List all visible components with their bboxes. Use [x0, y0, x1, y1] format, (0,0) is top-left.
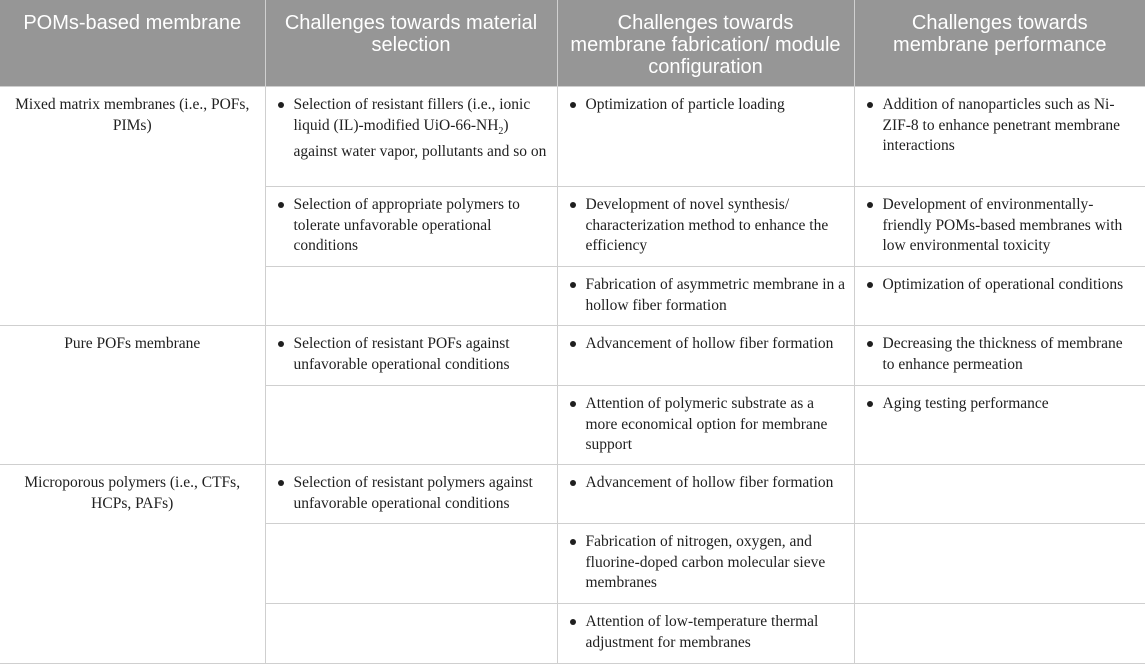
- bullet-item: [568, 473, 846, 494]
- bullet-icon: [867, 401, 873, 407]
- bullet-icon: [570, 619, 576, 625]
- bullet-item: [276, 334, 549, 375]
- bullet-item: [568, 95, 846, 116]
- bullet-icon: [570, 539, 576, 545]
- fabrication-cell: [557, 465, 854, 524]
- performance-cell: [854, 326, 1145, 386]
- bullet-item: [276, 473, 549, 514]
- bullet-icon: [570, 480, 576, 486]
- performance-text: Decreasing the thickness of membrane to enhance permeation: [882, 335, 1123, 373]
- header-poms-membrane: POMs-based membrane: [0, 0, 265, 87]
- performance-cell-empty: [854, 524, 1145, 604]
- fabrication-text: Advancement of hollow fiber formation: [585, 335, 834, 352]
- performance-cell-empty: [854, 604, 1145, 664]
- fabrication-cell: [557, 386, 854, 465]
- bullet-icon: [570, 202, 576, 208]
- bullet-icon: [570, 282, 576, 288]
- group-pure-pofs: Pure POFs membrane: [0, 326, 265, 465]
- material-cell-empty: [265, 604, 557, 664]
- header-performance: Challenges towards membrane performance: [854, 0, 1145, 87]
- fabrication-text: Fabrication of asymmetric membrane in a hollow fiber formation: [585, 276, 846, 314]
- performance-text: Development of environmentally-friendly POMs-based membranes with low environmental toxicity: [882, 196, 1123, 254]
- fabrication-text: Optimization of particle loading: [585, 96, 785, 113]
- bullet-item: [568, 275, 846, 316]
- bullet-icon: [278, 102, 284, 108]
- performance-text: Aging testing performance: [882, 395, 1049, 412]
- bullet-item: [276, 195, 549, 257]
- bullet-item: [865, 394, 1138, 415]
- fabrication-cell: [557, 87, 854, 187]
- material-cell: [265, 87, 557, 187]
- bullet-item: [865, 334, 1138, 375]
- fabrication-cell: [557, 604, 854, 664]
- bullet-icon: [278, 341, 284, 347]
- fabrication-text: Development of novel synthesis/ characterization method to enhance the efficiency: [585, 196, 829, 254]
- performance-cell: [854, 267, 1145, 326]
- bullet-icon: [570, 102, 576, 108]
- table-row: [0, 465, 1145, 524]
- bullet-item: [865, 195, 1138, 257]
- material-text: Selection of appropriate polymers to tolerate unfavorable operational conditions: [293, 196, 520, 254]
- bullet-item: [568, 612, 846, 653]
- bullet-item: [276, 95, 549, 163]
- performance-cell: [854, 386, 1145, 465]
- fabrication-cell: [557, 267, 854, 326]
- bullet-icon: [867, 341, 873, 347]
- fabrication-cell: [557, 187, 854, 267]
- performance-text: Optimization of operational conditions: [882, 276, 1124, 293]
- material-cell-empty: [265, 267, 557, 326]
- header-row: [0, 0, 1145, 87]
- bullet-icon: [867, 102, 873, 108]
- fabrication-text: Attention of low-temperature thermal adjustment for membranes: [585, 613, 819, 651]
- material-text: Selection of resistant polymers against unfavorable operational conditions: [293, 474, 533, 512]
- material-cell: [265, 187, 557, 267]
- table-row: [0, 326, 1145, 386]
- bullet-icon: [867, 202, 873, 208]
- group-microporous-polymers: Microporous polymers (i.e., CTFs, HCPs, PAFs): [0, 465, 265, 664]
- material-cell: [265, 326, 557, 386]
- bullet-icon: [570, 341, 576, 347]
- bullet-item: [568, 394, 846, 456]
- fabrication-cell: [557, 524, 854, 604]
- material-cell-empty: [265, 386, 557, 465]
- performance-cell-empty: [854, 465, 1145, 524]
- table-row: [0, 87, 1145, 187]
- performance-text: Addition of nanoparticles such as Ni-ZIF-8 to enhance penetrant membrane interactions: [882, 96, 1121, 154]
- performance-cell: [854, 87, 1145, 187]
- material-text: Selection of resistant fillers (i.e., ionic liquid (IL)-modified UiO-$66-NH_2$) against water vapor, pollutants and so on: [293, 96, 547, 161]
- header-material-selection: Challenges towards material selection: [265, 0, 557, 87]
- bullet-item: [568, 195, 846, 257]
- bullet-item: [568, 532, 846, 594]
- group-mixed-matrix: Mixed matrix membranes (i.e., POFs, PIMs): [0, 87, 265, 326]
- bullet-item: [865, 275, 1138, 296]
- bullet-item: [568, 334, 846, 355]
- header-fabrication: Challenges towards membrane fabrication/ module configuration: [557, 0, 854, 87]
- bullet-icon: [278, 202, 284, 208]
- bullet-item: [865, 95, 1138, 157]
- fabrication-text: Attention of polymeric substrate as a more economical option for membrane support: [585, 395, 828, 453]
- fabrication-text: Fabrication of nitrogen, oxygen, and fluorine-doped carbon molecular sieve membranes: [585, 533, 826, 591]
- material-cell: [265, 465, 557, 524]
- material-text: Selection of resistant POFs against unfavorable operational conditions: [293, 335, 510, 373]
- fabrication-cell: [557, 326, 854, 386]
- performance-cell: [854, 187, 1145, 267]
- bullet-icon: [570, 401, 576, 407]
- material-cell-empty: [265, 524, 557, 604]
- bullet-icon: [867, 282, 873, 288]
- bullet-icon: [278, 480, 284, 486]
- fabrication-text: Advancement of hollow fiber formation: [585, 474, 834, 491]
